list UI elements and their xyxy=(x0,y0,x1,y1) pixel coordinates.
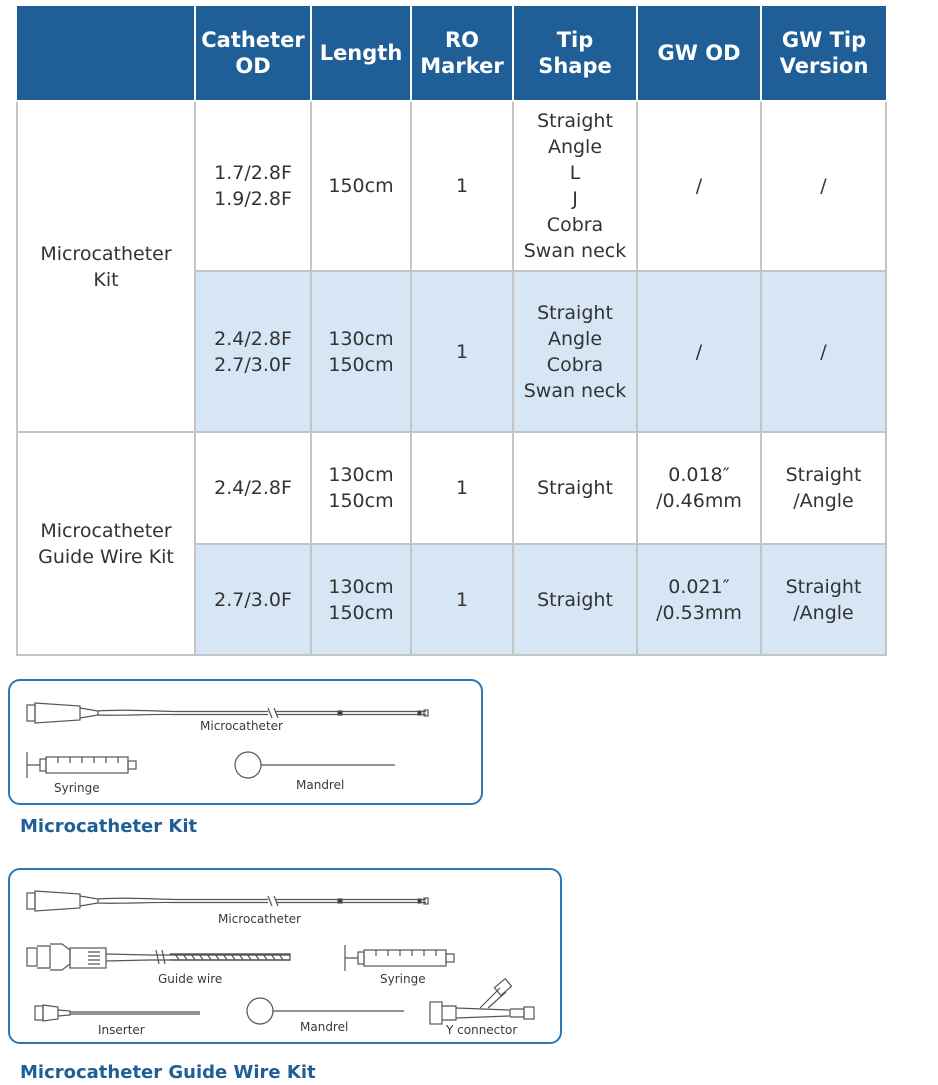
cell-gw-od: 0.018″ /0.46mm xyxy=(637,432,761,544)
cell-ro-marker: 1 xyxy=(411,101,513,271)
header-cell-blank xyxy=(17,6,195,101)
guide-wire-kit-box xyxy=(8,868,562,1044)
cell-gw-tip-version: Straight /Angle xyxy=(761,544,886,655)
guide-wire-icon xyxy=(27,944,290,970)
cell-gw-od: / xyxy=(637,101,761,271)
cell-catheter-od: 2.7/3.0F xyxy=(195,544,311,655)
cell-tip-shape: Straight xyxy=(513,544,637,655)
header-length: Length xyxy=(311,6,411,101)
cell-catheter-od: 1.7/2.8F 1.9/2.8F xyxy=(195,101,311,271)
mandrel-icon xyxy=(235,752,395,778)
syringe-icon xyxy=(345,945,454,971)
part-label-guide-wire: Guide wire xyxy=(158,972,223,986)
microcatheter-kit-box xyxy=(8,679,483,805)
syringe-icon xyxy=(27,752,136,778)
spec-table xyxy=(16,6,887,656)
cell-tip-shape: Straight Angle L J Cobra Swan neck xyxy=(513,101,637,271)
part-label-microcatheter: Microcatheter xyxy=(200,719,283,733)
header-gw-od: GW OD xyxy=(637,6,761,101)
cell-catheter-od: 2.4/2.8F xyxy=(195,432,311,544)
part-label-inserter: Inserter xyxy=(98,1023,145,1037)
cell-ro-marker: 1 xyxy=(411,544,513,655)
inserter-icon xyxy=(35,1005,200,1021)
group-label-guide-wire-kit: Microcatheter Guide Wire Kit xyxy=(17,432,195,655)
header-gw-tip-version: GW Tip Version xyxy=(761,6,886,101)
part-label-y-connector: Y connector xyxy=(446,1023,518,1037)
cell-ro-marker: 1 xyxy=(411,271,513,432)
part-label-syringe: Syringe xyxy=(380,972,426,986)
cell-ro-marker: 1 xyxy=(411,432,513,544)
cell-catheter-od: 2.4/2.8F 2.7/3.0F xyxy=(195,271,311,432)
cell-gw-od: / xyxy=(637,271,761,432)
header-catheter-od: Catheter OD xyxy=(195,6,311,101)
part-label-mandrel: Mandrel xyxy=(300,1020,349,1034)
part-label-microcatheter: Microcatheter xyxy=(218,912,301,926)
guide-wire-kit-title: Microcatheter Guide Wire Kit xyxy=(20,1062,316,1083)
part-label-mandrel: Mandrel xyxy=(296,778,345,792)
y-connector-icon xyxy=(430,979,534,1024)
cell-length: 150cm xyxy=(311,101,411,271)
cell-tip-shape: Straight xyxy=(513,432,637,544)
microcatheter-icon xyxy=(27,891,428,911)
header-tip-shape: Tip Shape xyxy=(513,6,637,101)
table-row xyxy=(17,432,886,544)
cell-gw-tip-version: / xyxy=(761,101,886,271)
cell-length: 130cm 150cm xyxy=(311,271,411,432)
group-label-microcatheter-kit: Microcatheter Kit xyxy=(17,101,195,432)
cell-gw-tip-version: / xyxy=(761,271,886,432)
cell-gw-tip-version: Straight /Angle xyxy=(761,432,886,544)
header-ro-marker: RO Marker xyxy=(411,6,513,101)
microcatheter-kit-title: Microcatheter Kit xyxy=(20,816,198,837)
cell-gw-od: 0.021″ /0.53mm xyxy=(637,544,761,655)
cell-length: 130cm 150cm xyxy=(311,544,411,655)
part-label-syringe: Syringe xyxy=(54,781,100,795)
cell-tip-shape: Straight Angle Cobra Swan neck xyxy=(513,271,637,432)
guide-wire-kit-illustration xyxy=(10,870,564,1046)
table-header-row xyxy=(17,6,886,101)
cell-length: 130cm 150cm xyxy=(311,432,411,544)
table-row xyxy=(17,101,886,271)
